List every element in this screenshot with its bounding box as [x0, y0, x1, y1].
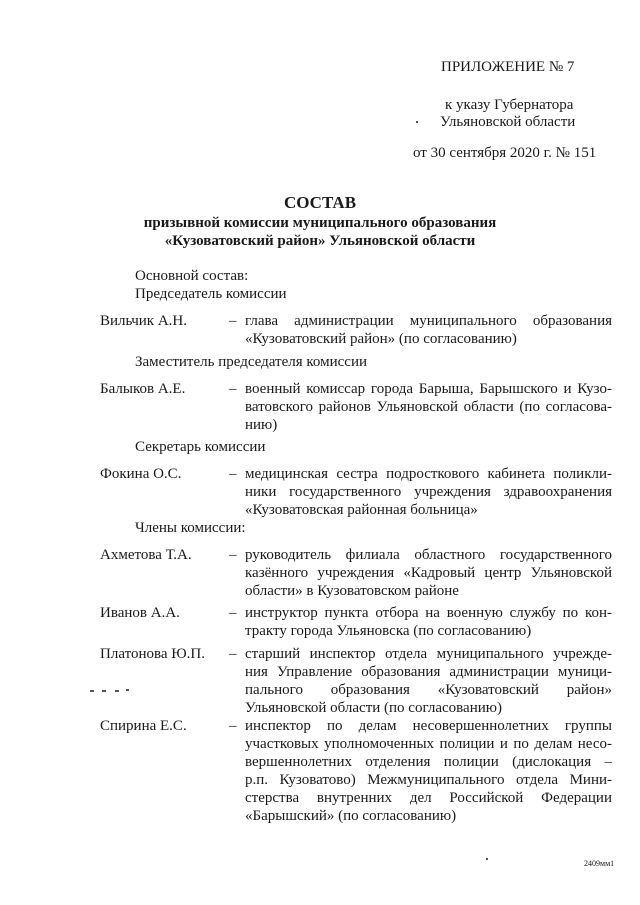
section-members: Члены комиссии: [135, 520, 246, 536]
member-name: Платонова Ю.П. [100, 646, 206, 662]
position-line: глава администрации муниципального образования [245, 313, 612, 329]
position-line: области» в Кузоватовском районе [245, 583, 459, 599]
member-name: Ахметова Т.А. [100, 547, 192, 563]
section-main-composition: Основной состав: [135, 268, 249, 284]
position-line: ния Управление образования администрации муници- [245, 664, 612, 680]
member-name: Вильчик А.Н. [100, 313, 187, 329]
dash-separator: – [229, 646, 237, 662]
scan-speck [102, 690, 106, 692]
dash-separator: – [229, 313, 237, 329]
appendix-number: ПРИЛОЖЕНИЕ № 7 [441, 59, 575, 75]
scan-speck [115, 690, 119, 692]
position-line: Ульяновской области (по согласованию) [245, 700, 502, 716]
member-position [245, 645, 612, 717]
document-code: 2409мм1 [584, 859, 615, 868]
member-name: Иванов А.А. [100, 605, 180, 621]
position-line: тракту города Ульяновска (по согласованию) [245, 623, 532, 639]
member-name: Балыков А.Е. [100, 381, 186, 397]
dash-separator: – [229, 381, 237, 397]
position-line: стерства внутренних дел Российской Федерации [245, 790, 612, 806]
position-line: медицинская сестра подросткового кабинета поликли- [245, 466, 612, 482]
section-deputy-chairman: Заместитель председателя комиссии [135, 354, 368, 370]
position-line: старший инспектор отдела муниципального учрежде- [245, 646, 612, 662]
position-line: нию) [245, 417, 278, 433]
decree-reference-line2: Ульяновской области [440, 114, 576, 130]
position-line: «Барышский» (по согласованию) [245, 808, 457, 824]
dash-separator: – [229, 718, 237, 734]
position-line: вершеннолетних отделения полиции (дислокация – [245, 754, 612, 770]
member-position [245, 465, 612, 519]
position-line: р.п. Кузоватово) Межмуниципального отдела Мини- [245, 772, 612, 788]
section-secretary: Секретарь комиссии [135, 439, 266, 455]
member-position [245, 717, 612, 825]
member-position [245, 604, 612, 640]
position-line: военный комиссар города Барыша, Барышского и Кузо- [245, 381, 612, 397]
member-name: Спирина Е.С. [100, 718, 187, 734]
decree-reference-line1: к указу Губернатора [445, 97, 574, 113]
scan-speck [126, 689, 129, 691]
scan-speck [416, 121, 418, 123]
document-subtitle-line1: призывной комиссии муниципального образования [143, 215, 497, 231]
scan-speck [486, 858, 488, 860]
dash-separator: – [229, 605, 237, 621]
position-line: руководитель филиала областного государственного [245, 547, 612, 563]
position-line: инструктор пункта отбора на военную службу по кон- [245, 605, 612, 621]
document-subtitle-line2: «Кузоватовский район» Ульяновской области [164, 233, 476, 249]
document-title: СОСТАВ [283, 193, 357, 212]
member-position [245, 546, 612, 600]
position-line: «Кузоватовский район» (по согласованию) [245, 331, 517, 347]
member-position [245, 380, 612, 434]
member-position [245, 312, 612, 348]
dash-separator: – [229, 466, 237, 482]
decree-date: от 30 сентября 2020 г. № 151 [413, 145, 597, 161]
section-chairman: Председатель комиссии [135, 286, 287, 302]
position-line: участковых уполномоченных полиции и по делам несо- [245, 736, 612, 752]
member-name: Фокина О.С. [100, 466, 182, 482]
position-line: инспектор по делам несовершеннолетних группы [245, 718, 612, 734]
position-line: ники государственного учреждения здравоохранения [245, 484, 612, 500]
position-line: казённого учреждения «Кадровый центр Ульяновской [245, 565, 612, 581]
dash-separator: – [229, 547, 237, 563]
scan-speck [90, 690, 94, 692]
position-line: пального образования «Кузоватовский район» [245, 682, 612, 698]
position-line: «Кузоватовская районная больница» [245, 502, 478, 518]
position-line: ватовского районов Ульяновской области (по согласова- [245, 399, 612, 415]
